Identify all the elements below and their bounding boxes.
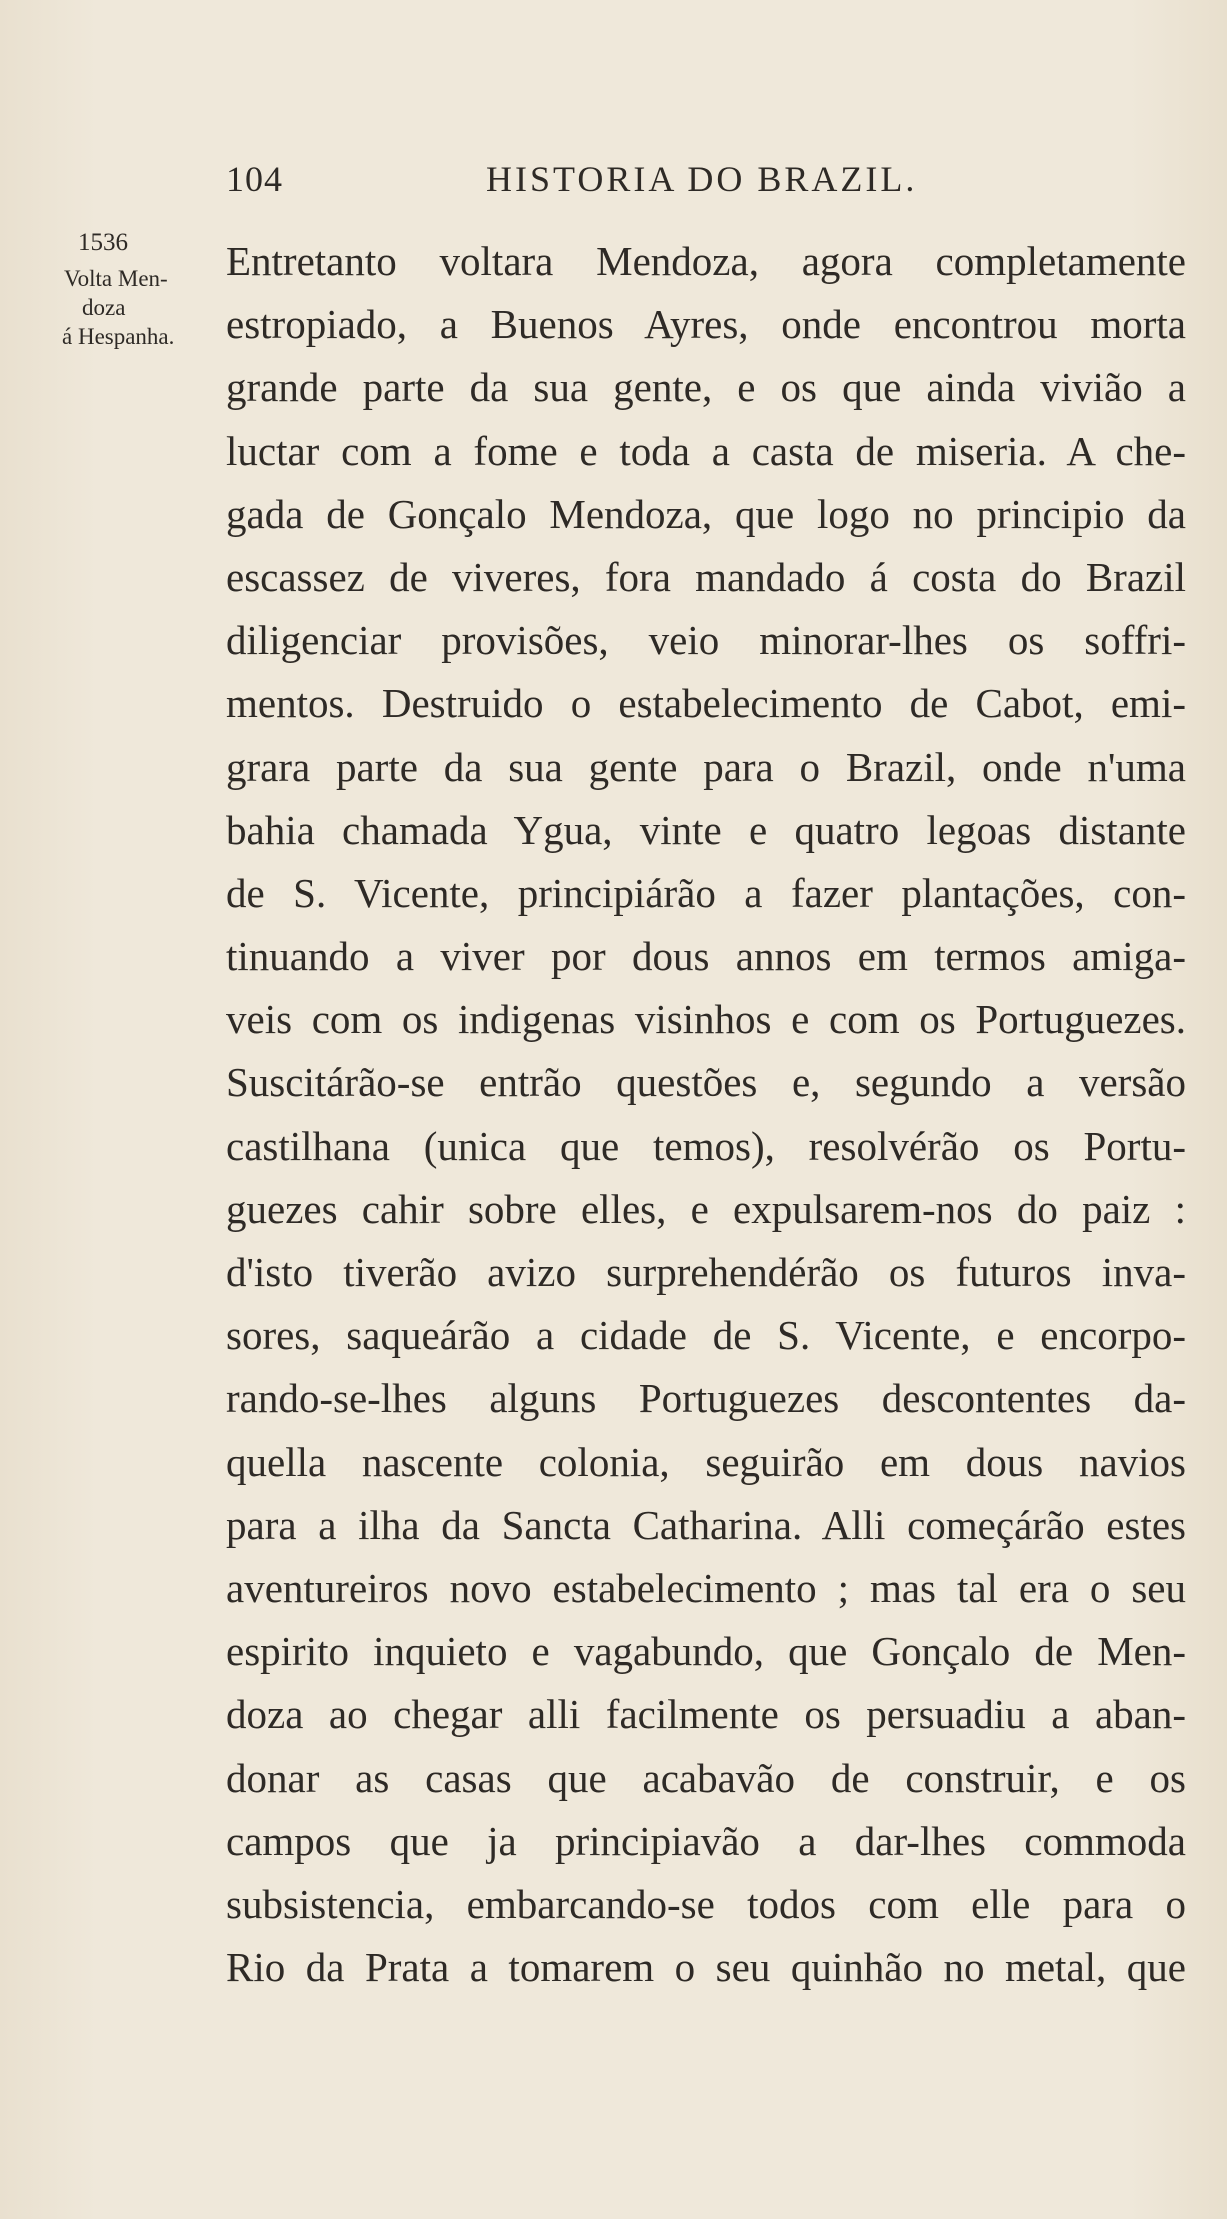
text-line: Suscitárão-se entrão questões e, segundo a versão [226,1059,1186,1106]
text-line: grara parte da sua gente para o Brazil, onde n'uma [226,743,1186,790]
text-line: doza ao chegar alli facilmente os persuadiu a aban- [226,1691,1186,1738]
text-line: espirito inquieto e vagabundo, que Gonçalo de Men- [226,1628,1186,1675]
text-line: estropiado, a Buenos Ayres, onde encontrou morta [226,301,1186,348]
margin-note-line: Volta Men- [64,266,168,291]
margin-notes [62,228,212,351]
text-line: escassez de viveres, fora mandado á costa do Brazil [226,553,1186,600]
text-line: aventureiros novo estabelecimento ; mas tal era o seu [226,1564,1186,1611]
margin-note-line: á Hespanha. [62,324,175,349]
text-line: campos que ja principiavão a dar-lhes commoda [226,1817,1186,1864]
text-line: quella nascente colonia, seguirão em dous navios [226,1438,1186,1485]
text-line: de S. Vicente, principiárão a fazer plantações, con- [226,869,1186,916]
text-line: grande parte da sua gente, e os que ainda vivião a [226,364,1186,411]
text-line: Rio da Prata a tomarem o seu quinhão no metal, que [226,1944,1186,1991]
text-line: diligenciar provisões, veio minorar-lhes os soffri- [226,617,1186,664]
running-head [226,158,1186,202]
body-text [226,230,1186,1999]
page-number: 104 [226,159,283,199]
text-line: d'isto tiverão avizo surprehendérão os futuros inva- [226,1249,1186,1295]
margin-note-line: doza [82,295,126,320]
text-line: sores, saqueárão a cidade de S. Vicente, e encorpo- [226,1312,1186,1359]
margin-year: 1536 [78,229,128,256]
text-line: bahia chamada Ygua, vinte e quatro legoas distante [226,806,1186,853]
text-line: Entretanto voltara Mendoza, agora completamente [226,238,1186,284]
text-line: castilhana (unica que temos), resolvérão os Portu- [226,1122,1186,1169]
text-line: donar as casas que acabavão de construir, e os [226,1754,1186,1801]
text-line: veis com os indigenas visinhos e com os Portuguezes. [226,996,1186,1043]
text-line: luctar com a fome e toda a casta de miseria. A che- [226,427,1186,474]
text-line: subsistencia, embarcando-se todos com elle para o [226,1880,1186,1927]
running-title: HISTORIA DO BRAZIL. [486,159,918,199]
text-line: mentos. Destruido o estabelecimento de Cabot, emi- [226,680,1186,727]
text-line: rando-se-lhes alguns Portuguezes descontentes da- [226,1375,1186,1422]
text-line: para a ilha da Sancta Catharina. Alli começárão estes [226,1501,1186,1548]
text-line: tinuando a viver por dous annos em termos amiga- [226,933,1186,980]
text-line: guezes cahir sobre elles, e expulsarem-nos do paiz : [226,1185,1186,1232]
text-line: gada de Gonçalo Mendoza, que logo no principio da [226,490,1186,537]
